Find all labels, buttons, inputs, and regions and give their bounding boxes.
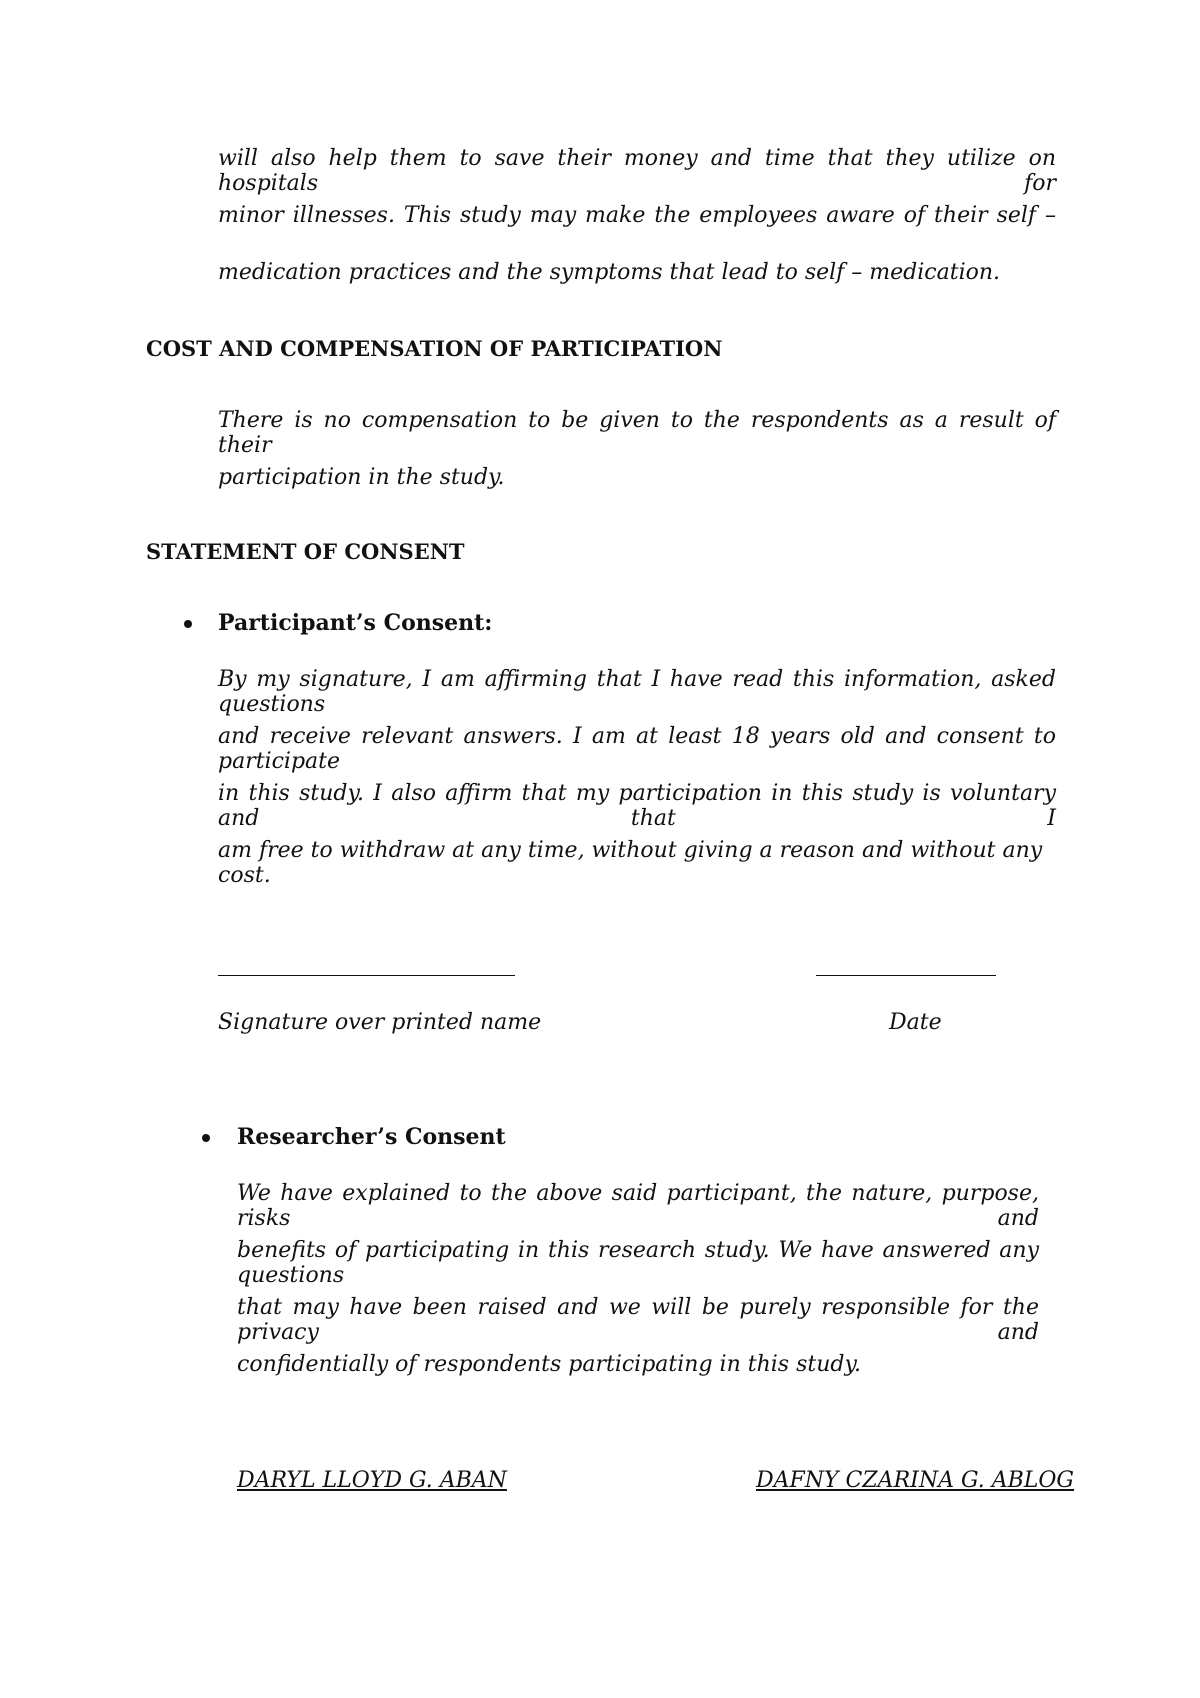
cost-heading: COST AND COMPENSATION OF PARTICIPATION [146,336,723,361]
consent-heading: STATEMENT OF CONSENT [146,539,465,564]
researcher-line-1: We have explained to the above said participant, the nature, purpose, risks and [237,1181,1039,1231]
researcher-line-4: confidentially of respondents participating in this study. [237,1352,861,1377]
intro-line-3: medication practices and the symptoms that lead to self – medication. [218,260,1001,285]
cost-line-2: participation in the study. [218,465,505,490]
researcher-line-3: that may have been raised and we will be purely responsible for the privacy and [237,1295,1039,1345]
participant-line-3: in this study. I also affirm that my participation in this study is voluntary and that I [218,781,1056,831]
participant-consent-title: Participant’s Consent: [218,610,493,636]
participant-line-1: By my signature, I am affirming that I have read this information, asked questions [218,667,1056,717]
researcher-consent-title: Researcher’s Consent [237,1124,506,1150]
date-line [816,975,996,976]
researcher-name-2: DAFNY CZARINA G. ABLOG [756,1468,1075,1493]
bullet-icon [184,620,192,628]
cost-line-1: There is no compensation to be given to the respondents as a result of their [218,408,1056,458]
participant-line-2: and receive relevant answers. I am at least 18 years old and consent to participate [218,724,1056,774]
participant-line-4: am free to withdraw at any time, without giving a reason and without any cost. [218,838,1043,888]
researcher-name-1: DARYL LLOYD G. ABAN [237,1468,507,1493]
signature-label: Signature over printed name [218,1010,542,1035]
signature-line [218,975,515,976]
intro-line-1: will also help them to save their money and time that they utilize on hospitals for [218,146,1056,196]
intro-line-2: minor illnesses. This study may make the employees aware of their self – [218,203,1056,228]
bullet-icon [202,1134,210,1142]
date-label: Date [889,1010,942,1035]
researcher-line-2: benefits of participating in this research study. We have answered any questions [237,1238,1039,1288]
